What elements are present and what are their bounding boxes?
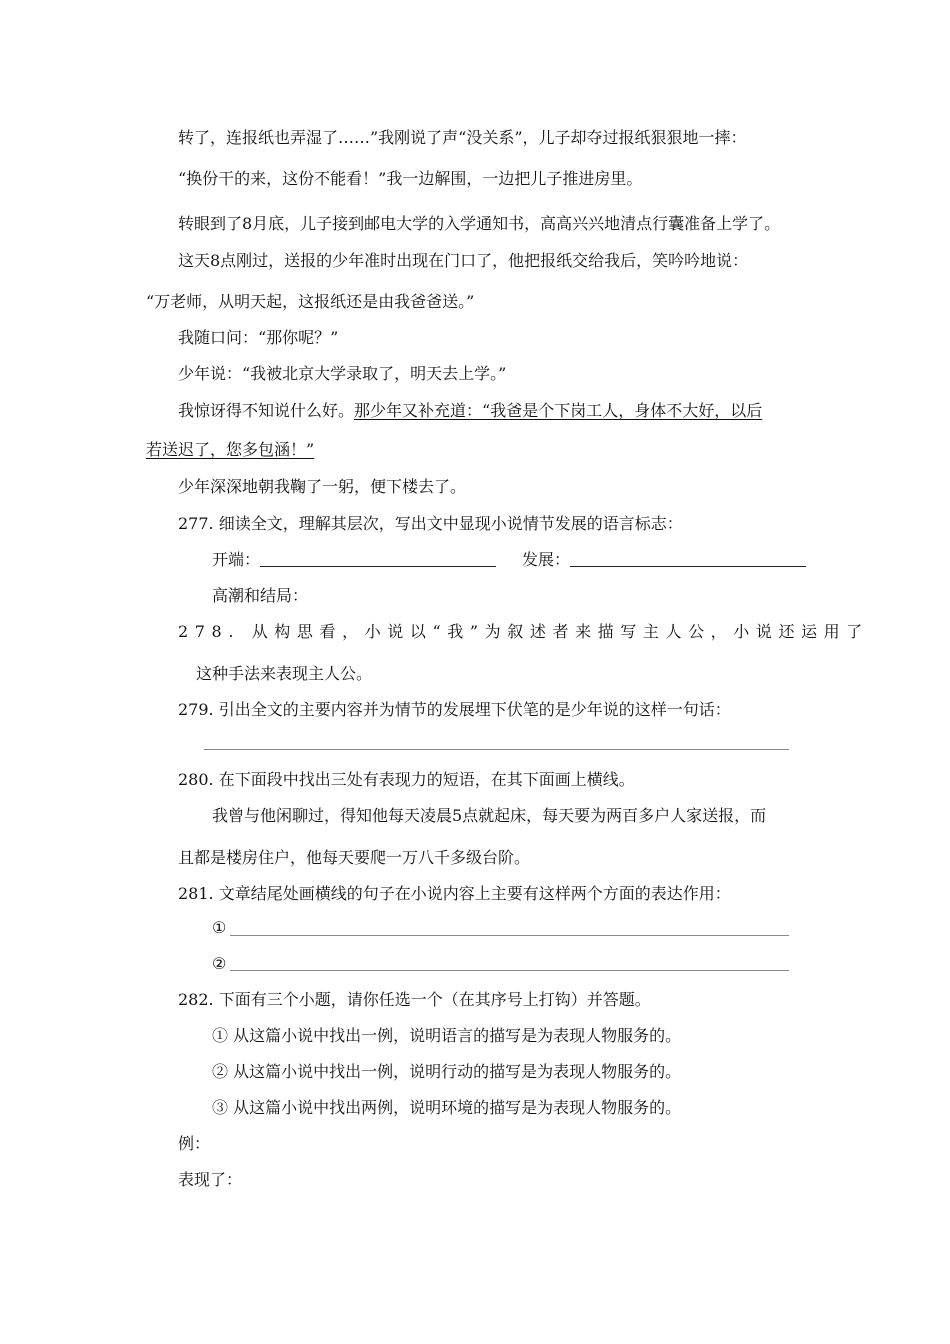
q281-answer-line-2[interactable] [230,970,789,971]
q281-marker-2: ② [212,954,227,973]
question-278-line2: 这种手法来表现主人公。 [196,664,373,683]
question-280: 280. 在下面段中找出三处有表现力的短语，在其下面画上横线。 [178,770,635,789]
story-line-1: 转了，连报纸也弄湿了……”我刚说了声“没关系”，儿子却夺过报纸狠狠地一摔： [178,128,747,147]
story-line-6: 我随口问：“那你呢？” [178,328,339,347]
q281-answer-line-1[interactable] [230,935,789,936]
q280-passage-line2: 且都是楼房住户，他每天要爬一万八千多级台阶。 [178,848,531,867]
q279-answer-line[interactable] [204,749,789,750]
q282-option-1[interactable]: ① 从这篇小说中找出一例，说明语言的描写是为表现人物服务的。 [212,1026,682,1045]
q281-marker-1: ① [212,918,227,937]
example-label: 例： [178,1134,211,1153]
q277-dev-label: 发展： [522,550,571,569]
story-line-10: 少年深深地朝我鞠了一躬，便下楼去了。 [178,477,467,496]
story-line-3: 转眼到了8月底，儿子接到邮电大学的入学通知书，高高兴兴地清点行囊准备上学了。 [178,214,781,233]
shows-label: 表现了： [178,1170,243,1189]
underlined-sentence-part1: 那少年又补充道：“我爸是个下岗工人，身体不大好，以后 [354,401,763,420]
question-277: 277. 细读全文，理解其层次，写出文中显现小说情节发展的语言标志： [178,514,683,533]
q277-start-label: 开端： [212,550,261,569]
q277-start-blank[interactable] [260,566,496,567]
q277-dev-blank[interactable] [570,566,806,567]
story-line-2: “换份干的来，这份不能看！”我一边解围，一边把儿子推进房里。 [178,169,643,188]
question-279: 279. 引出全文的主要内容并为情节的发展埋下伏笔的是少年说的这样一句话： [178,700,731,719]
q277-climax-label: 高潮和结局： [212,586,309,605]
underlined-sentence-part2: 若送迟了，您多包涵！” [146,440,315,459]
story-line-5: “万老师，从明天起，这报纸还是由我爸爸送。” [146,292,475,311]
question-281: 281. 文章结尾处画横线的句子在小说内容上主要有这样两个方面的表达作用： [178,884,731,903]
q282-option-2[interactable]: ② 从这篇小说中找出一例，说明行动的描写是为表现人物服务的。 [212,1062,682,1081]
story-line-7: 少年说：“我被北京大学录取了，明天去上学。” [178,364,507,383]
story-plain-text: 我惊讶得不知说什么好。 [178,401,355,420]
story-line-8 [178,401,762,421]
q280-passage-line1: 我曾与他闲聊过，得知他每天凌晨5点就起床，每天要为两百多户人家送报，而 [212,806,767,825]
question-282: 282. 下面有三个小题，请你任选一个（在其序号上打钩）并答题。 [178,990,651,1009]
q282-option-3[interactable]: ③ 从这篇小说中找出两例，说明环境的描写是为表现人物服务的。 [212,1098,682,1117]
story-line-4: 这天8点刚过，送报的少年准时出现在门口了，他把报纸交给我后，笑吟吟地说： [178,251,749,270]
question-278-line1: 278. 从构思看，小说以“我”为叙述者来描写主人公，小说还运用了 [178,622,869,641]
